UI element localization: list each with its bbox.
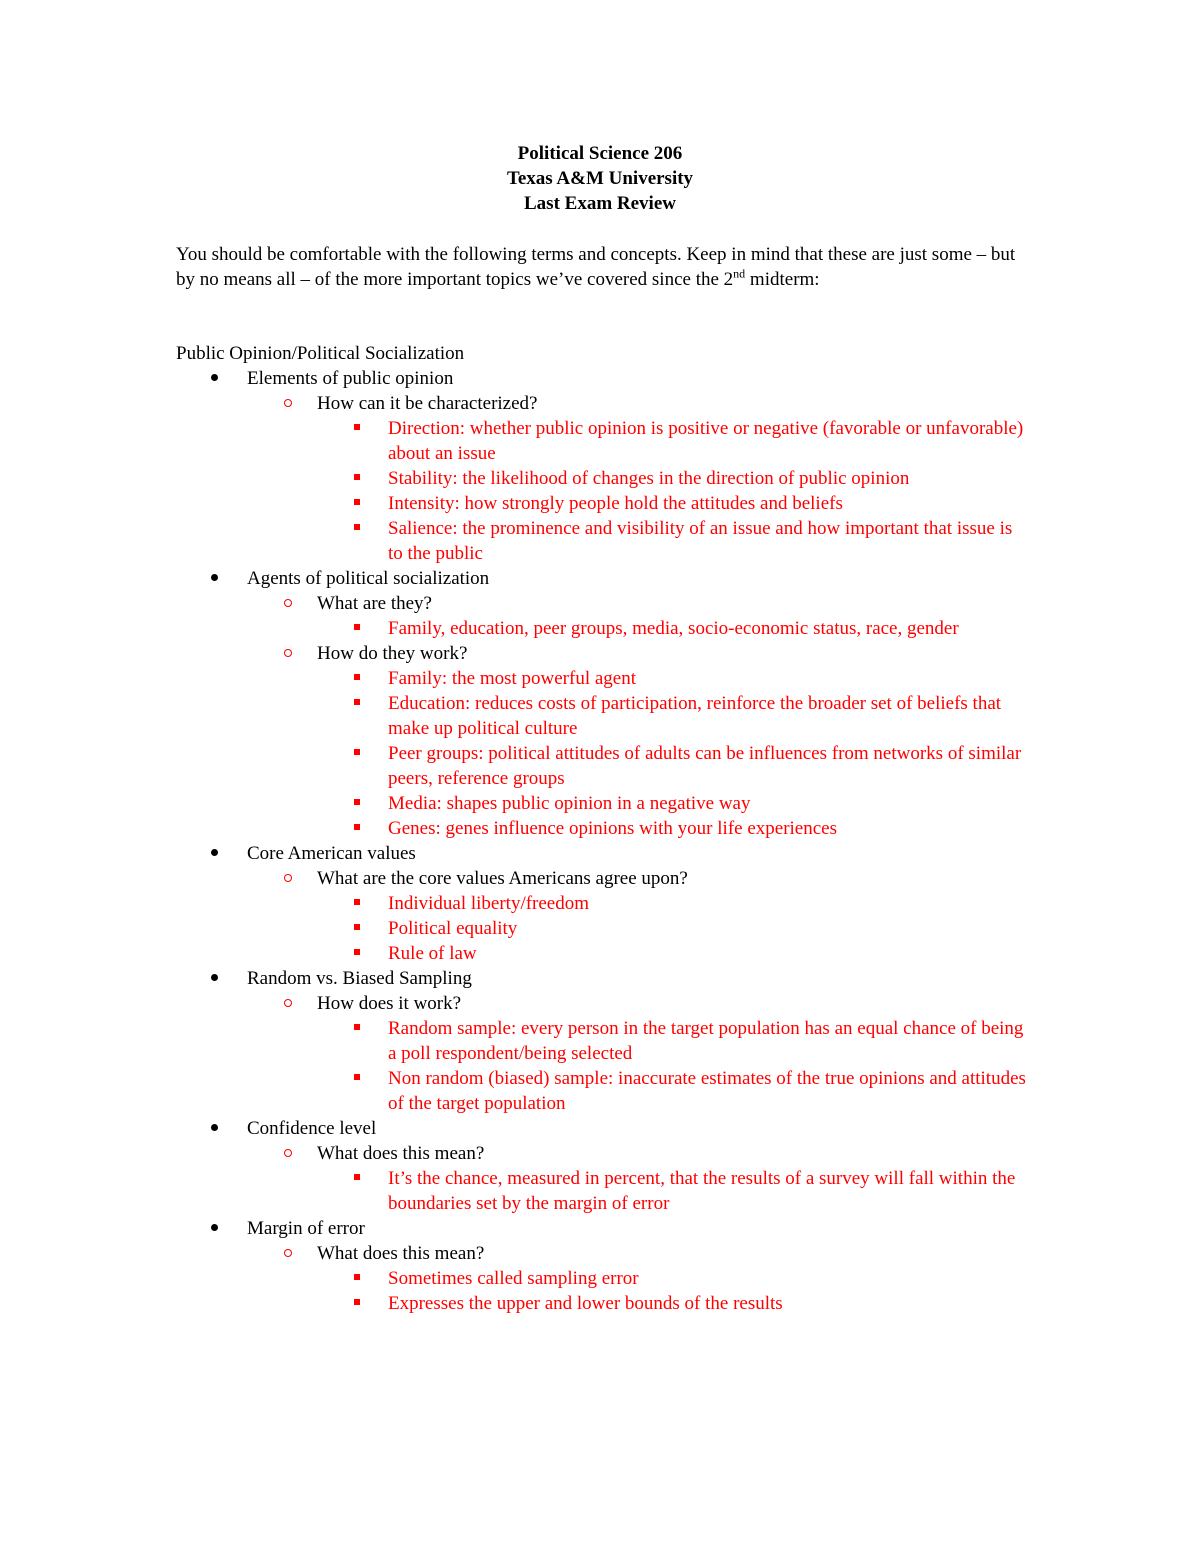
answer-text: Direction: whether public opinion is positive or negative (favorable or unfavorable) about an issue xyxy=(388,418,1024,464)
bullet-circle-icon xyxy=(284,1241,292,1266)
answer-item xyxy=(0,491,1028,516)
document-header xyxy=(0,141,1200,216)
university-name: Texas A&M University xyxy=(506,168,694,189)
intro-superscript: nd xyxy=(733,266,746,281)
topic-item xyxy=(0,841,1200,866)
topic-item xyxy=(0,366,1200,391)
question-item xyxy=(0,641,1200,666)
answer-text: Political equality xyxy=(388,918,518,939)
answer-item xyxy=(0,666,1028,691)
answer-item xyxy=(0,1066,1028,1116)
section-title: Public Opinion/Political Socialization xyxy=(176,343,465,364)
topic-outline xyxy=(0,366,1200,1316)
bullet-square-icon xyxy=(354,791,360,816)
answer-item xyxy=(0,816,1028,841)
answer-item xyxy=(0,791,1028,816)
bullet-square-icon xyxy=(354,616,360,641)
topic-label: Elements of public opinion xyxy=(247,368,454,389)
bullet-square-icon xyxy=(354,666,360,691)
topic-item xyxy=(0,566,1200,591)
bullet-square-icon xyxy=(354,891,360,916)
question-item xyxy=(0,591,1200,616)
question-label: What does this mean? xyxy=(317,1243,485,1264)
bullet-square-icon xyxy=(354,1066,360,1091)
answer-item xyxy=(0,616,1028,641)
bullet-dot-icon xyxy=(211,566,218,591)
bullet-dot-icon xyxy=(211,1116,218,1141)
bullet-square-icon xyxy=(354,691,360,716)
topic-label: Margin of error xyxy=(247,1218,365,1239)
review-title: Last Exam Review xyxy=(524,193,676,214)
answer-item xyxy=(0,416,1028,466)
answer-text: Peer groups: political attitudes of adults can be influences from networks of similar peers, reference groups xyxy=(388,743,1022,789)
bullet-circle-icon xyxy=(284,866,292,891)
intro-paragraph xyxy=(176,242,1016,292)
bullet-square-icon xyxy=(354,491,360,516)
answer-text: Media: shapes public opinion in a negative way xyxy=(388,793,751,814)
topic-label: Agents of political socialization xyxy=(247,568,490,589)
question-label: How do they work? xyxy=(317,643,468,664)
question-item xyxy=(0,991,1200,1016)
answer-text: Non random (biased) sample: inaccurate estimates of the true opinions and attitudes of the target population xyxy=(388,1068,1026,1114)
intro-tail: midterm: xyxy=(745,269,820,290)
bullet-square-icon xyxy=(354,741,360,766)
question-item xyxy=(0,1241,1200,1266)
bullet-dot-icon xyxy=(211,1216,218,1241)
bullet-dot-icon xyxy=(211,966,218,991)
bullet-circle-icon xyxy=(284,991,292,1016)
answer-text: Individual liberty/freedom xyxy=(388,893,590,914)
answer-text: Stability: the likelihood of changes in the direction of public opinion xyxy=(388,468,910,489)
course-title: Political Science 206 xyxy=(517,143,683,164)
intro-text: You should be comfortable with the following terms and concepts. Keep in mind that these are just some – but by no means all – of the more important topics we’ve covered since the 2 xyxy=(176,244,1016,290)
bullet-circle-icon xyxy=(284,1141,292,1166)
answer-text: It’s the chance, measured in percent, that the results of a survey will fall within the boundaries set by the margin of error xyxy=(388,1168,1016,1214)
answer-text: Family: the most powerful agent xyxy=(388,668,637,689)
topic-label: Random vs. Biased Sampling xyxy=(247,968,472,989)
answer-item xyxy=(0,1266,1028,1291)
answer-text: Genes: genes influence opinions with your life experiences xyxy=(388,818,837,839)
answer-item xyxy=(0,941,1028,966)
question-label: How can it be characterized? xyxy=(317,393,538,414)
bullet-square-icon xyxy=(354,816,360,841)
answer-text: Random sample: every person in the target population has an equal chance of being a poll respondent/being selected xyxy=(388,1018,1024,1064)
bullet-square-icon xyxy=(354,916,360,941)
answer-item xyxy=(0,691,1028,741)
answer-item xyxy=(0,466,1028,491)
answer-text: Rule of law xyxy=(388,943,477,964)
bullet-circle-icon xyxy=(284,591,292,616)
topic-item xyxy=(0,966,1200,991)
answer-item xyxy=(0,1291,1028,1316)
bullet-square-icon xyxy=(354,1291,360,1316)
question-label: What are they? xyxy=(317,593,432,614)
answer-text: Salience: the prominence and visibility of an issue and how important that issue is to the public xyxy=(388,518,1013,564)
answer-text: Sometimes called sampling error xyxy=(388,1268,639,1289)
bullet-square-icon xyxy=(354,941,360,966)
topic-label: Core American values xyxy=(247,843,416,864)
answer-item xyxy=(0,1016,1028,1066)
question-item xyxy=(0,391,1200,416)
answer-text: Family, education, peer groups, media, socio-economic status, race, gender xyxy=(388,618,959,639)
answer-item xyxy=(0,916,1028,941)
question-label: How does it work? xyxy=(317,993,462,1014)
bullet-square-icon xyxy=(354,416,360,441)
topic-label: Confidence level xyxy=(247,1118,377,1139)
answer-item xyxy=(0,741,1028,791)
bullet-circle-icon xyxy=(284,391,292,416)
answer-text: Education: reduces costs of participation, reinforce the broader set of beliefs that make up political culture xyxy=(388,693,1002,739)
bullet-square-icon xyxy=(354,516,360,541)
question-label: What are the core values Americans agree upon? xyxy=(317,868,688,889)
bullet-square-icon xyxy=(354,1266,360,1291)
answer-item xyxy=(0,891,1028,916)
answer-text: Intensity: how strongly people hold the attitudes and beliefs xyxy=(388,493,843,514)
bullet-square-icon xyxy=(354,1166,360,1191)
topic-item xyxy=(0,1216,1200,1241)
answer-item xyxy=(0,1166,1028,1216)
answer-text: Expresses the upper and lower bounds of the results xyxy=(388,1293,783,1314)
question-label: What does this mean? xyxy=(317,1143,485,1164)
question-item xyxy=(0,866,1200,891)
answer-item xyxy=(0,516,1028,566)
topic-item xyxy=(0,1116,1200,1141)
bullet-square-icon xyxy=(354,466,360,491)
bullet-dot-icon xyxy=(211,366,218,391)
bullet-circle-icon xyxy=(284,641,292,666)
bullet-square-icon xyxy=(354,1016,360,1041)
question-item xyxy=(0,1141,1200,1166)
bullet-dot-icon xyxy=(211,841,218,866)
